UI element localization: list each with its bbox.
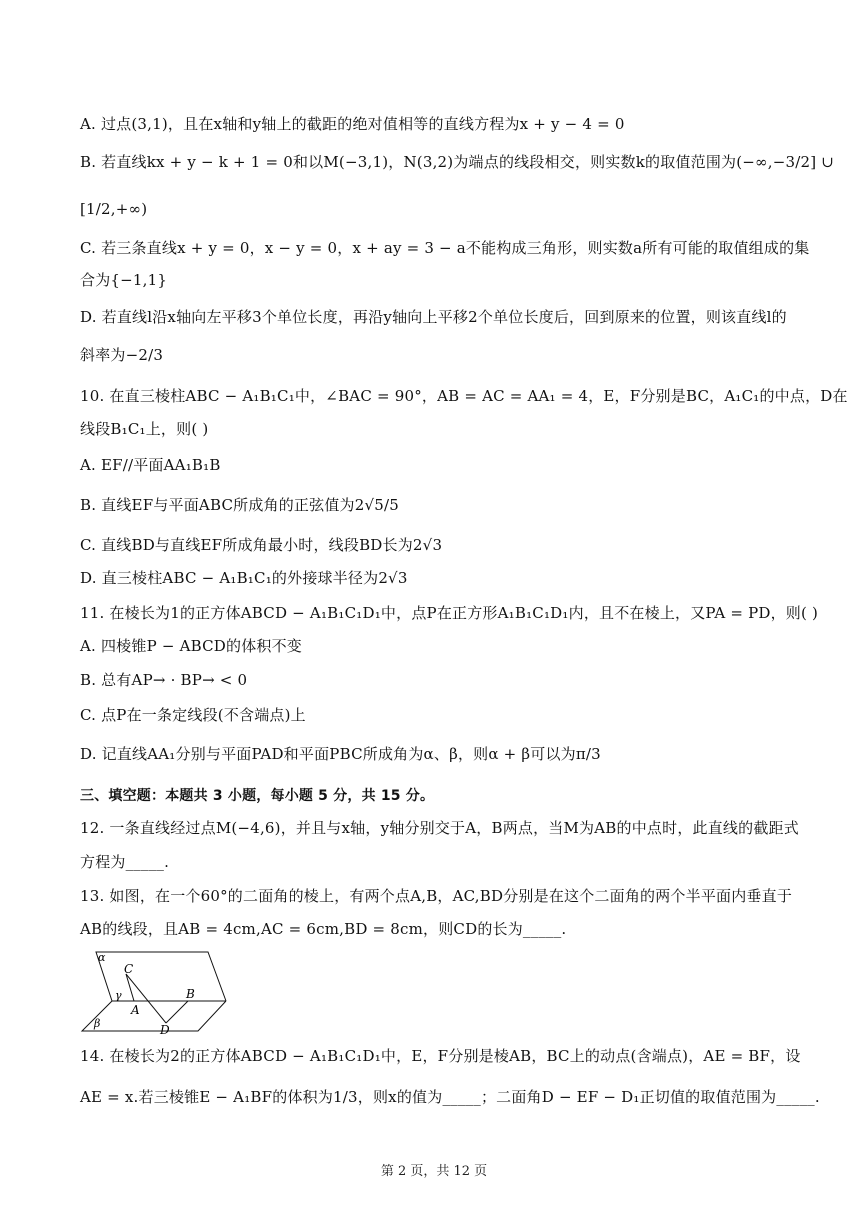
option-11a: A. 四棱锥P − ABCD的体积不变	[80, 637, 303, 655]
section-heading-fill-in: 三、填空题：本题共 3 小题，每小题 5 分，共 15 分。	[80, 788, 435, 804]
option-10c: C. 直线BD与直线EF所成角最小时，线段BD长为2√3	[80, 536, 443, 554]
option-9c: C. 若三条直线x + y = 0，x − y = 0，x + ay = 3 − a不能构成三角形，则实数a所有可能的取值组成的集	[80, 239, 810, 257]
option-9b: B. 若直线kx + y − k + 1 = 0和以M(−3,1)，N(3,2)为端点的线段相交，则实数k的取值范围为(−∞,−3/2] ∪	[80, 153, 835, 171]
option-11c: C. 点P在一条定线段(不含端点)上	[80, 706, 306, 724]
option-10a: A. EF//平面AA₁B₁B	[80, 456, 221, 474]
question-14: 14. 在棱长为2的正方体ABCD − A₁B₁C₁D₁中，E，F分别是棱AB，BC上的动点(含端点)，AE = BF，设	[80, 1047, 801, 1065]
question-10-continued: 线段B₁C₁上，则( )	[80, 420, 209, 438]
option-9b-continued: [1/2,+∞)	[80, 200, 148, 218]
option-9c-continued: 合为{−1,1}	[80, 271, 168, 289]
option-11d: D. 记直线AA₁分别与平面PAD和平面PBC所成角为α、β，则α + β可以为π/3	[80, 745, 601, 763]
label-alpha: α	[98, 951, 106, 964]
segment-bd	[166, 1001, 188, 1023]
label-point-a: A	[131, 1003, 140, 1017]
option-10b: B. 直线EF与平面ABC所成角的正弦值为2√5/5	[80, 496, 399, 514]
question-13: 13. 如图，在一个60°的二面角的棱上，有两个点A,B，AC,BD分别是在这个二面角的两个半平面内垂直于	[80, 887, 793, 905]
option-9d: D. 若直线l沿x轴向左平移3个单位长度，再沿y轴向上平移2个单位长度后，回到原来的位置，则该直线l的	[80, 308, 787, 326]
question-13-continued: AB的线段，且AB = 4cm,AC = 6cm,BD = 8cm，则CD的长为_____.	[80, 920, 567, 938]
option-11b: B. 总有AP→ · BP→ < 0	[80, 671, 248, 689]
dihedral-angle-figure	[78, 946, 236, 1038]
label-beta: β	[94, 1017, 101, 1030]
label-gamma: γ	[115, 989, 122, 1002]
label-point-d: D	[160, 1023, 170, 1037]
option-10d: D. 直三棱柱ABC − A₁B₁C₁的外接球半径为2√3	[80, 569, 408, 587]
question-12: 12. 一条直线经过点M(−4,6)，并且与x轴，y轴分别交于A，B两点，当M为AB的中点时，此直线的截距式	[80, 819, 799, 837]
page-footer: 第 2 页，共 12 页	[380, 1164, 488, 1179]
option-9a: A. 过点(3,1)，且在x轴和y轴上的截距的绝对值相等的直线方程为x + y − 4 = 0	[80, 115, 625, 133]
option-9d-continued: 斜率为−2/3	[80, 346, 164, 364]
question-11: 11. 在棱长为1的正方体ABCD − A₁B₁C₁D₁中，点P在正方形A₁B₁C₁D₁内，且不在棱上，又PA = PD，则( )	[80, 604, 819, 622]
segment-ac	[126, 974, 134, 1001]
question-12-continued: 方程为_____.	[80, 853, 170, 871]
label-point-c: C	[124, 962, 134, 976]
label-point-b: B	[186, 987, 195, 1001]
plane-beta-outline	[82, 1001, 226, 1031]
question-14-continued: AE = x.若三棱锥E − A₁BF的体积为1/3，则x的值为_____；二面角D − EF − D₁正切值的取值范围为_____.	[80, 1088, 820, 1106]
question-10: 10. 在直三棱柱ABC − A₁B₁C₁中，∠BAC = 90°，AB = AC = AA₁ = 4，E，F分别是BC，A₁C₁的中点，D在	[80, 387, 848, 405]
